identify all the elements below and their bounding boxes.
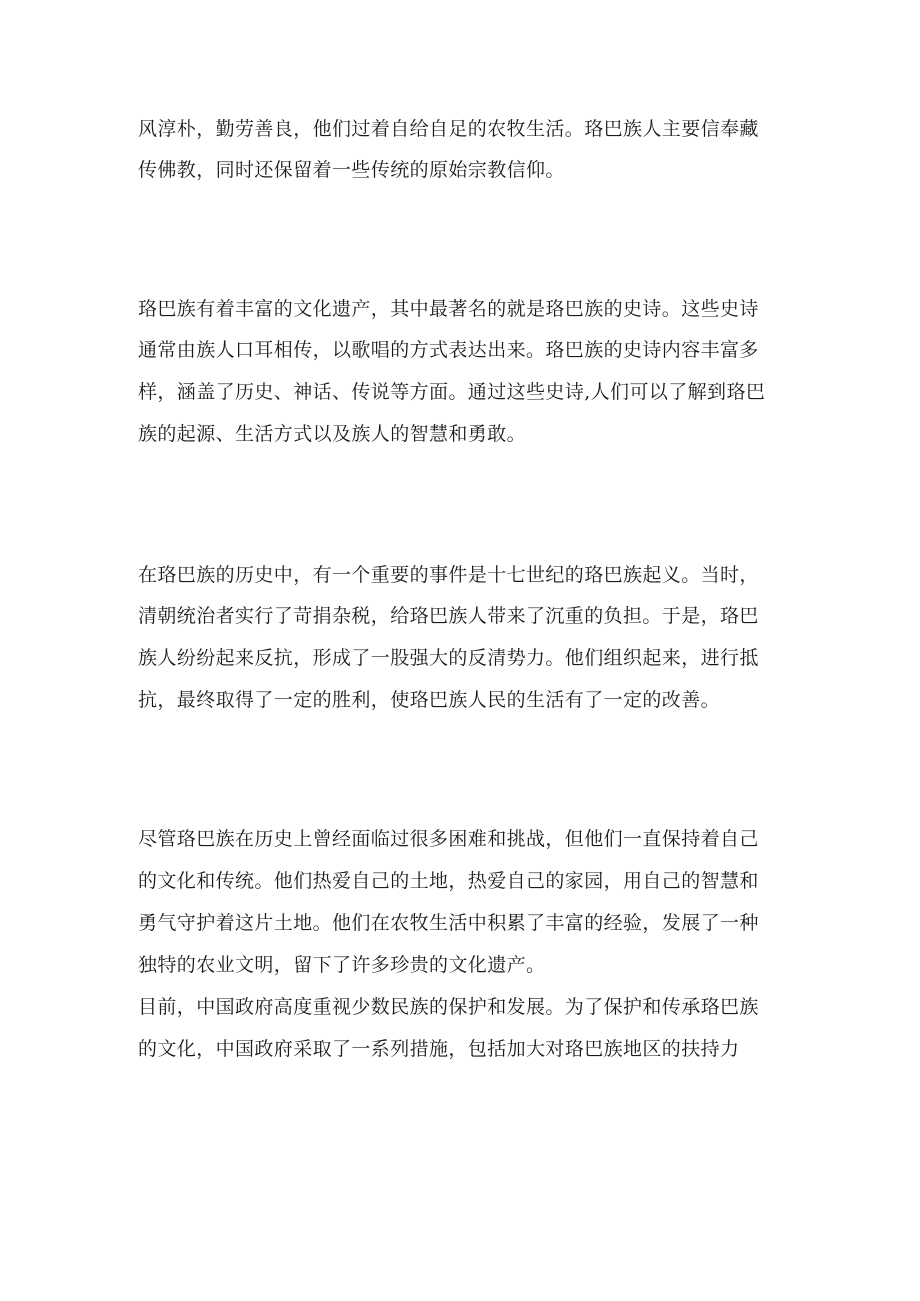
paragraph-3-line-1: 在珞巴族的历史中，有一个重要的事件是十七世纪的珞巴族起义。当时，	[138, 564, 759, 586]
paragraph-3-line-2: 清朝统治者实行了苛捐杂税，给珞巴族人带来了沉重的负担。于是，珞巴	[138, 605, 759, 627]
paragraph-4-line-2: 的文化和传统。他们热爱自己的土地，热爱自己的家园，用自己的智慧和	[138, 870, 759, 892]
paragraph-4-line-4: 独特的农业文明，留下了许多珍贵的文化遗产。	[138, 954, 546, 976]
paragraph-1-line-2: 传佛教，同时还保留着一些传统的原始宗教信仰。	[138, 159, 565, 181]
paragraph-2-line-2: 通常由族人口耳相传，以歌唱的方式表达出来。珞巴族的史诗内容丰富多	[138, 339, 759, 361]
paragraph-4-line-3: 勇气守护着这片土地。他们在农牧生活中积累了丰富的经验，发展了一种	[138, 912, 759, 934]
paragraph-2-line-4: 族的起源、生活方式以及族人的智慧和勇敢。	[138, 423, 527, 445]
paragraph-1-line-1: 风淳朴，勤劳善良，他们过着自给自足的农牧生活。珞巴族人主要信奉藏	[138, 118, 759, 140]
paragraph-2-line-3: 样，涵盖了历史、神话、传说等方面。通过这些史诗,人们可以了解到珞巴	[138, 381, 766, 403]
paragraph-3-line-4: 抗，最终取得了一定的胜利，使珞巴族人民的生活有了一定的改善。	[138, 689, 721, 711]
paragraph-3-line-3: 族人纷纷起来反抗，形成了一股强大的反清势力。他们组织起来，进行抵	[138, 647, 759, 669]
paragraph-5-line-2: 的文化，中国政府采取了一系列措施，包括加大对珞巴族地区的扶持力	[138, 1038, 740, 1060]
paragraph-2-line-1: 珞巴族有着丰富的文化遗产，其中最著名的就是珞巴族的史诗。这些史诗	[138, 298, 759, 320]
paragraph-5-line-1: 目前，中国政府高度重视少数民族的保护和发展。为了保护和传承珞巴族	[138, 996, 759, 1018]
paragraph-4-line-1: 尽管珞巴族在历史上曾经面临过很多困难和挑战，但他们一直保持着自己	[138, 828, 759, 850]
